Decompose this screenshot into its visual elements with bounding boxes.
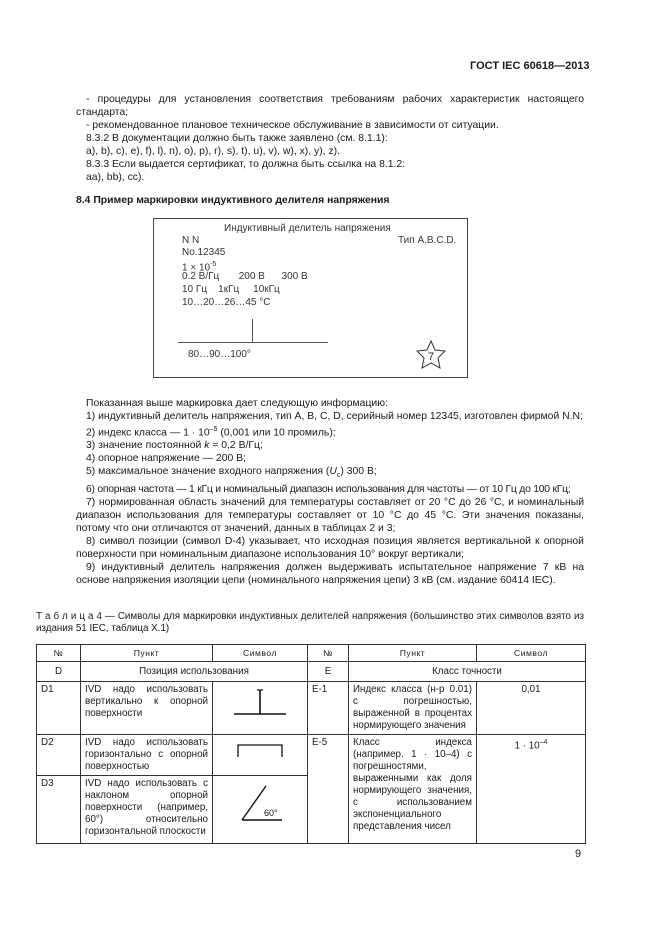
col-header-symbol: Символ: [477, 645, 586, 662]
angle-range: 80…90…100°: [188, 349, 251, 360]
row-id: D3: [37, 776, 81, 844]
paragraph: - рекомендованное плановое техническое обслуживание в зависимости от ситуации.: [86, 120, 499, 131]
temperature-row: 10…20…26…45 °С: [182, 297, 271, 308]
row-id: E-5: [308, 735, 349, 844]
section-title: Класс точности: [349, 662, 586, 682]
row-text: Индекс класса (н-р 0.01) с погрешностью, выраженной в процентах нормирующего значения: [349, 682, 477, 735]
row-id: D2: [37, 735, 81, 776]
inclined-symbol-icon: [230, 778, 290, 828]
info-item: 6) опорная частота — 1 кГц и номинальный диапазон использования для частоты — от 10 Гц до 100 кГц;: [86, 483, 571, 495]
info-item: 8) символ позиции (символ D-4) указывает, что исходная позиция является вертикальной к опорной поверхности при номинальным диапазоне использования 10° вокруг вертикали;: [76, 535, 584, 560]
standard-header: ГОСТ IEC 60618—2013: [470, 60, 590, 72]
info-item: 1) индуктивный делитель напряжения, тип A, B, C, D, серийный номер 12345, изготовлен фирмой N.N;: [86, 411, 583, 422]
col-header-symbol: Символ: [213, 645, 308, 662]
class-index: $1 \times 10^{-5}$: [182, 261, 217, 274]
position-tick-vertical: [252, 319, 253, 342]
info-item: 4) опорное напряжение — 200 В;: [86, 453, 246, 465]
position-tick-baseline: [178, 342, 328, 343]
table-row: [37, 682, 586, 735]
row-id: D1: [37, 682, 81, 735]
info-item: 3) значение постоянной k = 0,2 В/Гц;: [86, 440, 263, 452]
row-symbol: [213, 735, 308, 776]
row-id: E-1: [308, 682, 349, 735]
angle-label: 60°: [264, 808, 278, 818]
position-star-icon: [414, 339, 448, 371]
table-section-row: [37, 662, 586, 682]
marking-info: [76, 397, 584, 587]
info-intro: Показанная выше маркировка дает следующую информацию:: [86, 398, 388, 409]
horizontal-symbol-icon: [230, 737, 290, 763]
section-title: 8.4 Пример маркировки индуктивного делителя напряжения: [76, 195, 390, 206]
info-item: 9) индуктивный делитель напряжения должен выдерживать испытательное напряжение 7 кВ на основе напряжения изоляции цепи (номинального напряжения цепи) 3 кВ (см. издание 60414 IEC).: [76, 561, 584, 586]
symbols-table: [36, 644, 586, 844]
page-number: 9: [575, 848, 582, 860]
row-text: IVD надо использовать горизонтально с опорной поверхностью: [81, 735, 213, 776]
col-header-item: Пункт: [349, 645, 477, 662]
manufacturer-mark: N N: [182, 235, 200, 246]
table-caption: Т а б л и ц а 4 — Символы для маркировки индуктивных делителей напряжения (большинство этих символов взято из издания 51 IEC, таблица X.1): [36, 611, 584, 634]
row-symbol: [213, 682, 308, 735]
marking-title: Индуктивный делитель напряжения: [224, 223, 391, 234]
paragraph: - процедуры для установления соответствия требованиям рабочих характеристик настоящего стандарта;: [76, 94, 584, 118]
info-item: 7) нормированная область значений для температуры составляет от 20 °С до 26 °С, и номинальный диапазон использования для температуры составляет от 10 °С до 45 °С. Эти значения показаны, потому что они отличаются от значений, данных в таблицах 2 и 3;: [76, 496, 584, 534]
position-star-label: 7: [427, 351, 435, 363]
type-mark: Тип A.B.C.D.: [398, 235, 457, 246]
serial-number: No.12345: [182, 247, 226, 258]
document-body: [76, 93, 584, 207]
table-header-row: [37, 645, 586, 662]
marking-example-box: [153, 218, 468, 378]
paragraph: aa), bb), cc).: [86, 172, 145, 183]
col-header-item: Пункт: [81, 645, 213, 662]
frequency-row: 10 Гц 1кГц 10кГц: [182, 284, 280, 295]
info-item: 2) индекс класса — $1 \cdot 10^{-5}$ (0,001 или 10 промиль);: [86, 426, 336, 439]
col-header-no: №: [37, 645, 81, 662]
section-title: Позиция использования: [81, 662, 308, 682]
info-item: 5) максимальное значение входного напряжения $(U_c)$ 300 В;: [86, 466, 377, 480]
row-symbol: 0,01: [477, 682, 586, 735]
row-text: IVD надо использовать с наклоном опорной поверхности (например, 60°) относительно горизонтальной плоскости: [81, 776, 213, 844]
row-text: IVD надо использовать вертикально к опорной поверхности: [81, 682, 213, 735]
section-id: D: [37, 662, 81, 682]
paragraph: 8.3.3 Если выдается сертификат, то должна быть ссылка на 8.1.2:: [86, 159, 406, 170]
paragraph: a), b), c), e), f), l), n), o), p), r), s), t), u), v), w), x), y), z).: [86, 146, 340, 157]
table-row: [37, 735, 586, 776]
paragraph: 8.3.2 В документации должно быть также заявлено (см. 8.1.1):: [86, 133, 388, 144]
vertical-symbol-icon: [230, 684, 290, 722]
voltage-row: 0.2 В/Гц 200 В 300 В: [182, 271, 308, 282]
col-header-no: №: [308, 645, 349, 662]
row-text: Класс индекса (например. 1 · 10–4) с погрешностями, выраженными как доля нормирующего значения, с использованием экспоненциального представления чисел: [349, 735, 477, 844]
row-symbol: [213, 776, 308, 844]
row-symbol: $1 \cdot 10^{-4}$: [477, 735, 586, 844]
section-id: E: [308, 662, 349, 682]
